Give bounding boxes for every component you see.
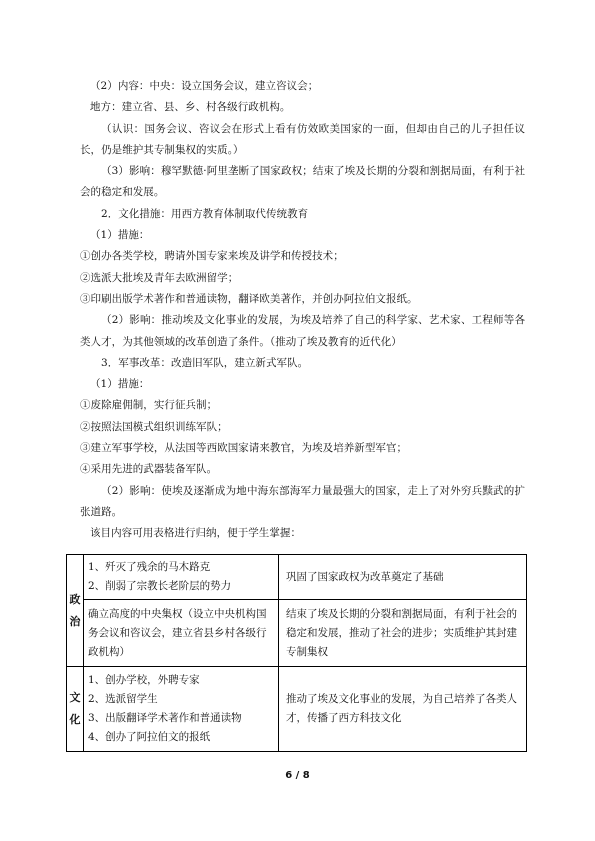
politics-content-local: 地方：建立省、县、乡、村各级行政机构。 xyxy=(90,101,291,114)
category-char: 文 xyxy=(69,691,81,704)
culture-measures-heading: （1）措施： xyxy=(90,229,150,242)
politics-row1-measures xyxy=(84,555,279,600)
culture-impact: （2）影响：推动埃及文化事业的发展，为埃及培养了自己的科学家、艺术家、工程师等各类人才，为其他领域的改革创造了条件。（推动了埃及教育的近代化） xyxy=(80,314,525,348)
category-char: 政 xyxy=(69,592,81,606)
list-item: 4、创办了阿拉伯文的报纸 xyxy=(88,731,211,743)
politics-row2-effect: 结束了埃及长期的分裂和割据局面，有利于社会的稳定和发展，推动了社会的进步；实质维护其封建专制集权 xyxy=(279,600,527,667)
list-item: 2、削弱了宗教长老阶层的势力 xyxy=(88,580,232,592)
category-char: 化 xyxy=(69,713,81,726)
military-measures-heading: （1）措施： xyxy=(90,378,150,391)
politics-row2-measures: 确立高度的中央集权（设立中央机构国务会议和咨议会，建立省县乡村各级行政机构） xyxy=(84,600,279,667)
politics-content-central: （2）内容：中央：设立国务会议，建立咨议会； xyxy=(90,80,319,92)
culture-heading: 2．文化措施：用西方教育体制取代传统教育 xyxy=(101,207,309,220)
politics-insight: （认识：国务会议、咨议会在形式上看有仿效欧美国家的一面，但却由自己的儿子担任议长，仍是维护其专制集权的实质。） xyxy=(80,122,525,156)
table-row xyxy=(67,600,527,667)
politics-row1-effect: 巩固了国家政权为改革奠定了基础 xyxy=(279,555,527,600)
list-item: 1、创办学校，外聘专家 xyxy=(88,674,200,686)
category-politics xyxy=(67,555,84,667)
politics-impact: （3）影响：穆罕默德·阿里垄断了国家政权；结束了埃及长期的分裂和割据局面，有利于社会的稳定和发展。 xyxy=(80,165,525,199)
military-measure-1: ①废除雇佣制，实行征兵制； xyxy=(80,399,218,412)
category-culture xyxy=(67,667,84,752)
culture-measure-1: ①创办各类学校，聘请外国专家来埃及讲学和传授技术； xyxy=(80,250,344,263)
culture-measure-3: ③印刷出版学术著作和普通读物，翻译欧美著作，并创办阿拉伯文报纸。 xyxy=(80,292,418,305)
category-char: 治 xyxy=(69,614,81,628)
culture-measure-2: ②选派大批埃及青年去欧洲留学； xyxy=(80,271,239,284)
table-row xyxy=(67,667,527,752)
military-measure-4: ④采用先进的武器装备军队。 xyxy=(80,463,218,476)
summary-table xyxy=(66,554,527,752)
culture-measures-cell xyxy=(84,667,279,752)
table-intro: 该目内容可用表格进行归纳，便于学生掌握： xyxy=(90,527,301,540)
military-measure-2: ②按照法国模式组织训练军队； xyxy=(80,420,228,433)
culture-effect: 推动了埃及文化事业的发展，为自己培养了各类人才，传播了西方科技文化 xyxy=(279,667,527,752)
list-item: 1、歼灭了残余的马木路克 xyxy=(88,561,211,573)
military-heading: 3．军事改革：改造旧军队，建立新式军队。 xyxy=(101,356,309,369)
military-measure-3: ③建立军事学校，从法国等西欧国家请来教官，为埃及培养新型军官； xyxy=(80,442,408,455)
list-item: 3、出版翻译学术著作和普通读物 xyxy=(88,712,242,724)
list-item: 2、选派留学生 xyxy=(88,693,158,705)
table-row xyxy=(67,555,527,600)
military-impact: （2）影响：使埃及逐渐成为地中海东部海军力量最强大的国家，走上了对外穷兵黩武的扩张道路。 xyxy=(80,484,525,518)
page-number: 6 / 8 xyxy=(285,770,310,781)
body-text xyxy=(80,76,525,545)
